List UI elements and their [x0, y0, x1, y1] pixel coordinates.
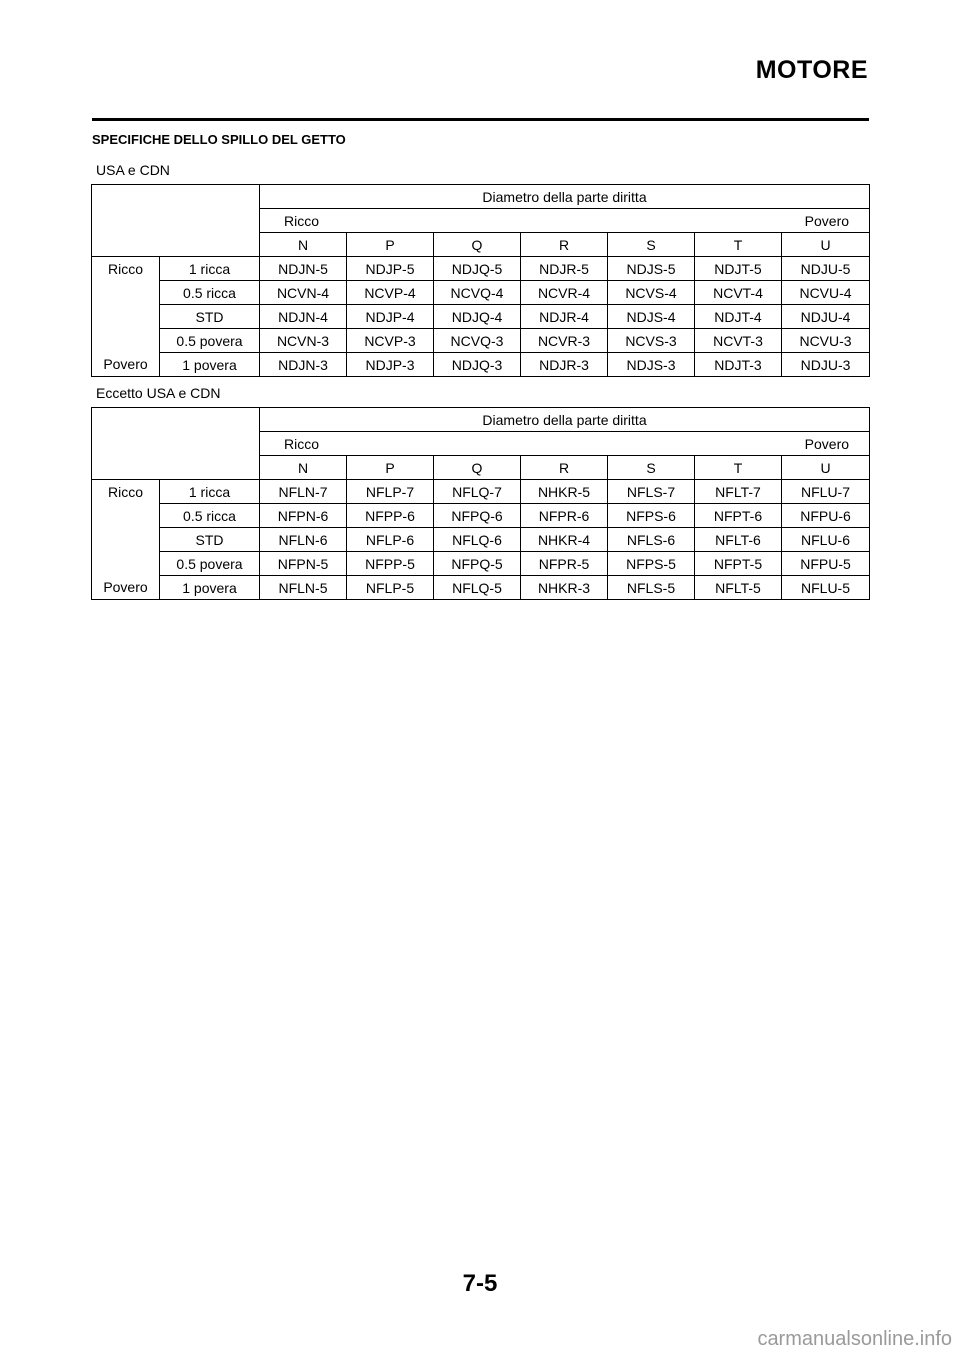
- header-corner-bottom: [92, 456, 260, 480]
- richness-range-label: Ricco: [92, 480, 160, 504]
- needle-code-cell: NDJT-4: [695, 305, 782, 329]
- header-rule: [92, 118, 869, 121]
- needle-code-cell: NFPP-5: [347, 552, 434, 576]
- table-row: [92, 528, 870, 552]
- needle-code-cell: NDJN-4: [260, 305, 347, 329]
- header-corner-bottom: [92, 233, 260, 257]
- needle-code-cell: NDJQ-5: [434, 257, 521, 281]
- needle-code-cell: NDJN-5: [260, 257, 347, 281]
- needle-code-cell: NFPU-6: [782, 504, 870, 528]
- needle-code-cell: NDJN-3: [260, 353, 347, 377]
- needle-code-cell: NFLQ-6: [434, 528, 521, 552]
- needle-code-cell: NFLS-7: [608, 480, 695, 504]
- needle-code-cell: NFLP-6: [347, 528, 434, 552]
- needle-code-cell: NDJR-3: [521, 353, 608, 377]
- needle-code-cell: NFLU-6: [782, 528, 870, 552]
- table-row: [92, 504, 870, 528]
- rich-lean-scale: [260, 209, 870, 233]
- header-corner-mid: [92, 209, 260, 233]
- header-row-range: [92, 432, 870, 456]
- clip-position-label: 0.5 povera: [160, 329, 260, 353]
- needle-code-cell: NFPN-6: [260, 504, 347, 528]
- column-header-s: S: [608, 456, 695, 480]
- richness-range-label: Ricco: [92, 257, 160, 281]
- needle-code-cell: NFLT-7: [695, 480, 782, 504]
- needle-code-cell: NHKR-4: [521, 528, 608, 552]
- needle-code-cell: NDJQ-4: [434, 305, 521, 329]
- straight-diameter-label: Diametro della parte diritta: [260, 185, 870, 209]
- rich-lean-scale-labels: [260, 213, 869, 229]
- clip-position-label: 1 ricca: [160, 257, 260, 281]
- needle-code-cell: NHKR-3: [521, 576, 608, 600]
- column-header-u: U: [782, 456, 870, 480]
- header-row-range: [92, 209, 870, 233]
- column-header-s: S: [608, 233, 695, 257]
- needle-code-cell: NCVR-4: [521, 281, 608, 305]
- needle-code-cell: NDJU-5: [782, 257, 870, 281]
- needle-code-cell: NFLP-5: [347, 576, 434, 600]
- table-row: [92, 576, 870, 600]
- table-row: [92, 353, 870, 377]
- needle-code-cell: NDJT-5: [695, 257, 782, 281]
- header-corner: [92, 408, 260, 432]
- needle-code-cell: NDJR-5: [521, 257, 608, 281]
- needle-code-cell: NCVR-3: [521, 329, 608, 353]
- needle-code-cell: NFLS-5: [608, 576, 695, 600]
- table-row: [92, 552, 870, 576]
- header-row-title: [92, 408, 870, 432]
- needle-code-cell: NDJP-4: [347, 305, 434, 329]
- column-header-q: Q: [434, 456, 521, 480]
- richness-range-label: [92, 528, 160, 552]
- clip-position-label: 1 povera: [160, 576, 260, 600]
- needle-code-cell: NFLQ-5: [434, 576, 521, 600]
- needle-code-cell: NFPS-5: [608, 552, 695, 576]
- needle-code-cell: NFPR-6: [521, 504, 608, 528]
- richness-range-label: [92, 329, 160, 353]
- needle-code-cell: NDJS-3: [608, 353, 695, 377]
- needle-code-cell: NFPQ-5: [434, 552, 521, 576]
- needle-code-cell: NCVU-4: [782, 281, 870, 305]
- needle-code-cell: NFPQ-6: [434, 504, 521, 528]
- table-row: [92, 329, 870, 353]
- column-header-r: R: [521, 456, 608, 480]
- needle-code-cell: NCVU-3: [782, 329, 870, 353]
- needle-code-cell: NFLU-5: [782, 576, 870, 600]
- richness-range-label: [92, 504, 160, 528]
- needle-code-cell: NDJU-3: [782, 353, 870, 377]
- needle-code-cell: NDJP-3: [347, 353, 434, 377]
- needle-code-cell: NDJU-4: [782, 305, 870, 329]
- richness-range-label: [92, 281, 160, 305]
- needle-code-cell: NFLS-6: [608, 528, 695, 552]
- needle-code-cell: NCVS-3: [608, 329, 695, 353]
- needle-code-cell: NCVP-4: [347, 281, 434, 305]
- needle-code-cell: NCVQ-4: [434, 281, 521, 305]
- rich-lean-scale-labels: [260, 436, 869, 452]
- needle-code-cell: NFLN-6: [260, 528, 347, 552]
- clip-position-label: 1 povera: [160, 353, 260, 377]
- table-row: [92, 281, 870, 305]
- needle-code-cell: NFPU-5: [782, 552, 870, 576]
- jet-needle-table-other-markets: [91, 407, 870, 600]
- needle-code-cell: NDJQ-3: [434, 353, 521, 377]
- lean-label: Povero: [804, 435, 850, 452]
- needle-code-cell: NHKR-5: [521, 480, 608, 504]
- section-title: SPECIFICHE DELLO SPILLO DEL GETTO: [92, 132, 346, 147]
- clip-position-label: 0.5 ricca: [160, 281, 260, 305]
- needle-code-cell: NCVN-3: [260, 329, 347, 353]
- needle-code-cell: NFLT-6: [695, 528, 782, 552]
- page-title: MOTORE: [755, 56, 868, 84]
- clip-position-label: STD: [160, 528, 260, 552]
- needle-code-cell: NFPT-6: [695, 504, 782, 528]
- column-header-t: T: [695, 456, 782, 480]
- column-header-u: U: [782, 233, 870, 257]
- clip-position-label: 0.5 povera: [160, 552, 260, 576]
- header-corner-mid: [92, 432, 260, 456]
- needle-code-cell: NFLP-7: [347, 480, 434, 504]
- richness-range-label: [92, 552, 160, 576]
- needle-code-cell: NCVN-4: [260, 281, 347, 305]
- richness-range-label: Povero: [92, 353, 160, 377]
- page-number: 7-5: [462, 1270, 498, 1297]
- clip-position-label: STD: [160, 305, 260, 329]
- needle-code-cell: NFLU-7: [782, 480, 870, 504]
- watermark: carmanualsonline.info: [757, 1328, 952, 1350]
- richness-range-label: [92, 305, 160, 329]
- header-row-columns: [92, 456, 870, 480]
- rich-label: Ricco: [284, 212, 320, 229]
- rich-label: Ricco: [284, 435, 320, 452]
- rich-lean-scale: [260, 432, 870, 456]
- needle-code-cell: NFLN-5: [260, 576, 347, 600]
- table-caption-usa-cdn: USA e CDN: [96, 162, 170, 178]
- column-header-p: P: [347, 233, 434, 257]
- needle-code-cell: NCVT-3: [695, 329, 782, 353]
- clip-position-label: 0.5 ricca: [160, 504, 260, 528]
- column-header-t: T: [695, 233, 782, 257]
- needle-code-cell: NFPP-6: [347, 504, 434, 528]
- clip-position-label: 1 ricca: [160, 480, 260, 504]
- needle-code-cell: NCVT-4: [695, 281, 782, 305]
- lean-label: Povero: [804, 212, 850, 229]
- needle-code-cell: NFLN-7: [260, 480, 347, 504]
- needle-code-cell: NFPN-5: [260, 552, 347, 576]
- jet-needle-table-usa-cdn: [91, 184, 870, 377]
- needle-code-cell: NDJP-5: [347, 257, 434, 281]
- table-caption-other-markets: Eccetto USA e CDN: [96, 385, 221, 401]
- needle-code-cell: NFPR-5: [521, 552, 608, 576]
- straight-diameter-label: Diametro della parte diritta: [260, 408, 870, 432]
- needle-code-cell: NDJT-3: [695, 353, 782, 377]
- table-row: [92, 305, 870, 329]
- richness-range-label: Povero: [92, 576, 160, 600]
- needle-code-cell: NFPT-5: [695, 552, 782, 576]
- header-corner: [92, 185, 260, 209]
- column-header-n: N: [260, 456, 347, 480]
- table-row: [92, 480, 870, 504]
- column-header-q: Q: [434, 233, 521, 257]
- needle-code-cell: NCVQ-3: [434, 329, 521, 353]
- needle-code-cell: NCVP-3: [347, 329, 434, 353]
- needle-code-cell: NDJS-5: [608, 257, 695, 281]
- needle-code-cell: NDJS-4: [608, 305, 695, 329]
- needle-code-cell: NFLT-5: [695, 576, 782, 600]
- column-header-n: N: [260, 233, 347, 257]
- needle-code-cell: NFLQ-7: [434, 480, 521, 504]
- column-header-r: R: [521, 233, 608, 257]
- needle-code-cell: NFPS-6: [608, 504, 695, 528]
- table-row: [92, 257, 870, 281]
- column-header-p: P: [347, 456, 434, 480]
- header-row-title: [92, 185, 870, 209]
- needle-code-cell: NCVS-4: [608, 281, 695, 305]
- header-row-columns: [92, 233, 870, 257]
- needle-code-cell: NDJR-4: [521, 305, 608, 329]
